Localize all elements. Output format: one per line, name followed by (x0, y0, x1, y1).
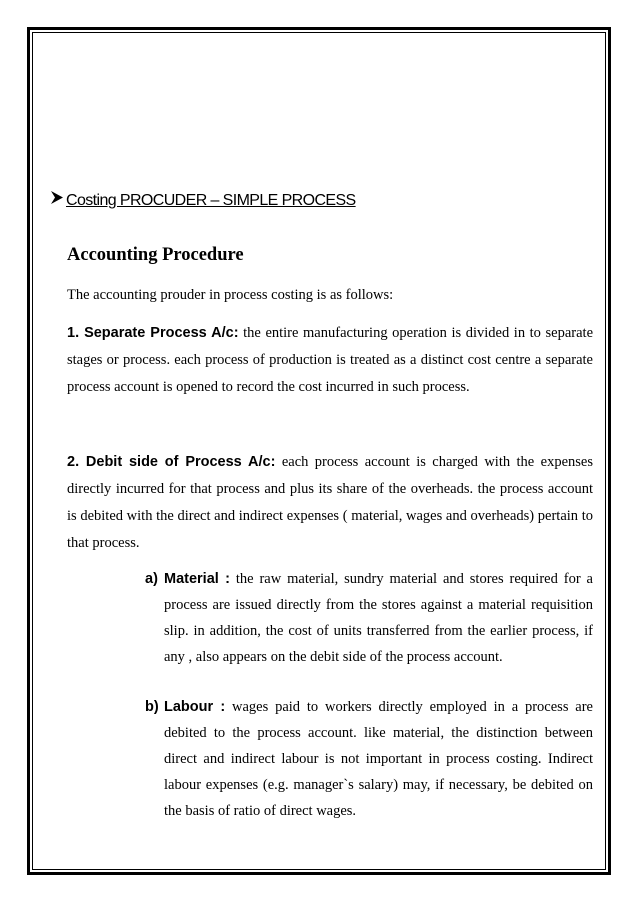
section-heading (50, 190, 356, 210)
point-debit-side (67, 449, 593, 557)
sub-item-labour (145, 694, 593, 824)
sub-heading: Accounting Procedure (67, 245, 244, 265)
sub-item-text: wages paid to workers directly employed in a process are debited to the process account. like material, the distinction between direct and indirect labour is not important in process costing. Indirect labour expenses (e.g. manager`s salary) may, if necessary, be debited on the basis of ratio of direct wages. (164, 699, 593, 819)
point-text: each process account is charged with the expenses directly incurred for that process and plus its share of the overheads. the process account is debited with the direct and indirect expenses ( material, wages and overheads) pertain to that process. (67, 454, 593, 551)
point-lead: 1. Separate Process A/c: (67, 325, 239, 341)
sub-item-material (145, 566, 593, 670)
sub-item-body (164, 694, 593, 824)
sub-item-lead: Labour : (164, 699, 226, 715)
sub-item-marker: b) (145, 699, 159, 715)
section-heading-text: Costing PROCUDER – SIMPLE PROCESS (66, 192, 356, 209)
point-lead: 2. Debit side of Process A/c: (67, 454, 276, 470)
sub-item-body (164, 566, 593, 670)
sub-item-text: the raw material, sundry material and stores required for a process are issued directly from the stores against a material requisition slip. in addition, the cost of units transferred from the earlier process, if any , also appears on the debit side of the process account. (164, 571, 593, 665)
arrowhead-bullet-icon (50, 190, 64, 210)
sub-item-lead: Material : (164, 571, 230, 587)
point-separate-process (67, 320, 593, 401)
intro-text: The accounting prouder in process costing is as follows: (67, 287, 394, 303)
sub-item-marker: a) (145, 571, 158, 587)
point-text: the entire manufacturing operation is divided in to separate stages or process. each process of production is treated as a distinct cost centre a separate process account is opened to record the cost incurred in such process. (67, 325, 594, 395)
